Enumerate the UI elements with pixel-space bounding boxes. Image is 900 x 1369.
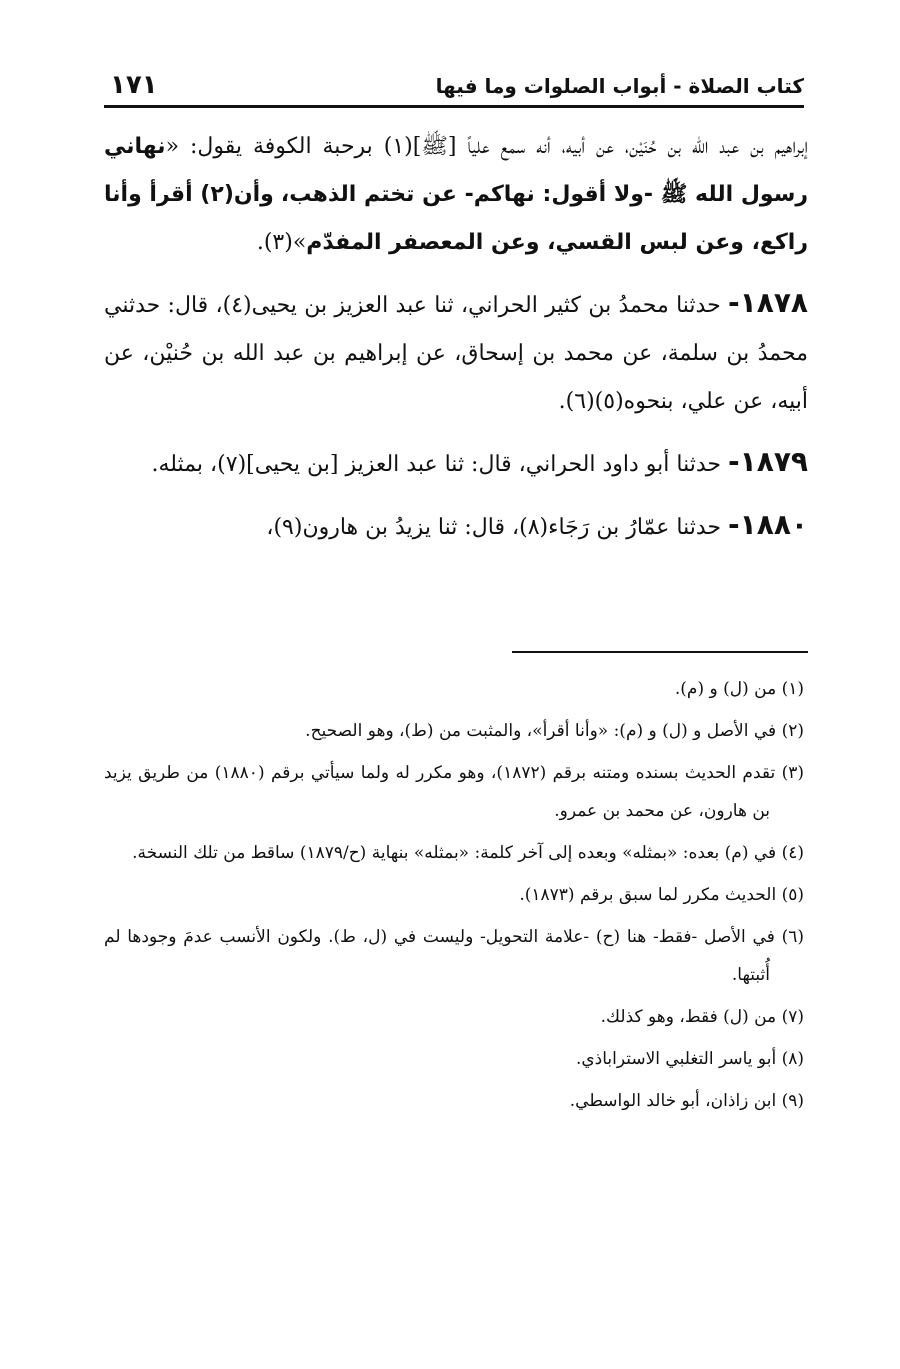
footnotes	[104, 670, 804, 1124]
text-line: يقول: «	[165, 134, 242, 159]
footnote: (٦) في الأصل -فقط- هنا (ح) -علامة التحويل- وليست في (ل، ط). ولكون الأنسب عدمَ وجودها لم أُثبتها.	[104, 927, 804, 985]
footnote: (٢) في الأصل و (ل) و (م): «وأنا أقرأ»، والمثبت من (ط)، وهو الصحيح.	[305, 721, 804, 741]
footnote: (٨) أبو ياسر التغلبي الاستراباذي.	[575, 1049, 804, 1069]
hadith-1879	[104, 438, 808, 489]
text-line: إبراهيم بن عبد الله بن حُنَيْن، عن أبيه، أنه سمع علياً [ﷺ](١) برحبة الكوفة	[252, 134, 808, 159]
header-rule	[104, 105, 804, 108]
footnote: (٥) الحديث مكرر لما سبق برقم (١٨٧٣).	[519, 885, 804, 905]
footnote: (١) من (ل) و (م).	[674, 679, 804, 699]
hadith-continuation	[104, 123, 808, 267]
text-line: قال: حدثني محمدُ بن سلمة، عن محمد بن إسحاق، عن إبراهيم بن	[104, 293, 808, 366]
running-title: كتاب الصلاة - أبواب الصلوات وما فيها	[435, 74, 804, 98]
text-line: حدثنا محمدُ بن كثير الحراني، ثنا عبد العزيز بن يحيى(٤)،	[215, 293, 721, 318]
text-line: عبد الله بن حُنيْن، عن أبيه، عن علي، بنحوه(٥)(٦).	[104, 341, 808, 414]
hadith-1878	[104, 279, 808, 426]
text-line: بمثله.	[151, 452, 204, 477]
hadith-number: ١٨٧٨-	[728, 286, 809, 319]
text-line: حدثنا أبو داود الحراني، قال: ثنا عبد العزيز [بن يحيى](٧)،	[210, 452, 722, 477]
hadith-1880	[104, 501, 808, 552]
page-header	[104, 70, 804, 102]
hadith-number: ١٨٧٩-	[728, 445, 808, 478]
matn-text: نهاني رسول الله ﷺ -ولا أقول: نهاكم- عن تختم الذهب،	[104, 134, 809, 207]
page-number: ١٧١	[110, 70, 158, 100]
matn-text: وأن(٢) أقرأ وأنا راكع، وعن لبس القسي، وعن المعصفر المفدّم	[104, 182, 808, 255]
hadith-number: ١٨٨٠-	[728, 508, 808, 541]
text-line: حدثنا عمّارُ بن رَجَاء(٨)، قال: ثنا يزيدُ بن هارون(٩)،	[266, 515, 722, 540]
footnote: (٧) من (ل) فقط، وهو كذلك.	[600, 1007, 804, 1027]
text-line: »(٣).	[256, 230, 307, 255]
footnote: (٣) تقدم الحديث بسنده ومتنه برقم (١٨٧٢)، وهو مكرر له ولما سيأتي برقم (١٨٨٠) من طريق يزيد بن هارون، عن محمد بن عمرو.	[104, 763, 804, 821]
footnote-separator	[512, 651, 808, 653]
main-text	[104, 123, 808, 552]
footnote: (٩) ابن زاذان، أبو خالد الواسطي.	[569, 1091, 804, 1111]
footnote: (٤) في (م) بعده: «بمثله» وبعده إلى آخر كلمة: «بمثله» بنهاية (ح/١٨٧٩) ساقط من تلك النسخة.	[132, 843, 804, 863]
